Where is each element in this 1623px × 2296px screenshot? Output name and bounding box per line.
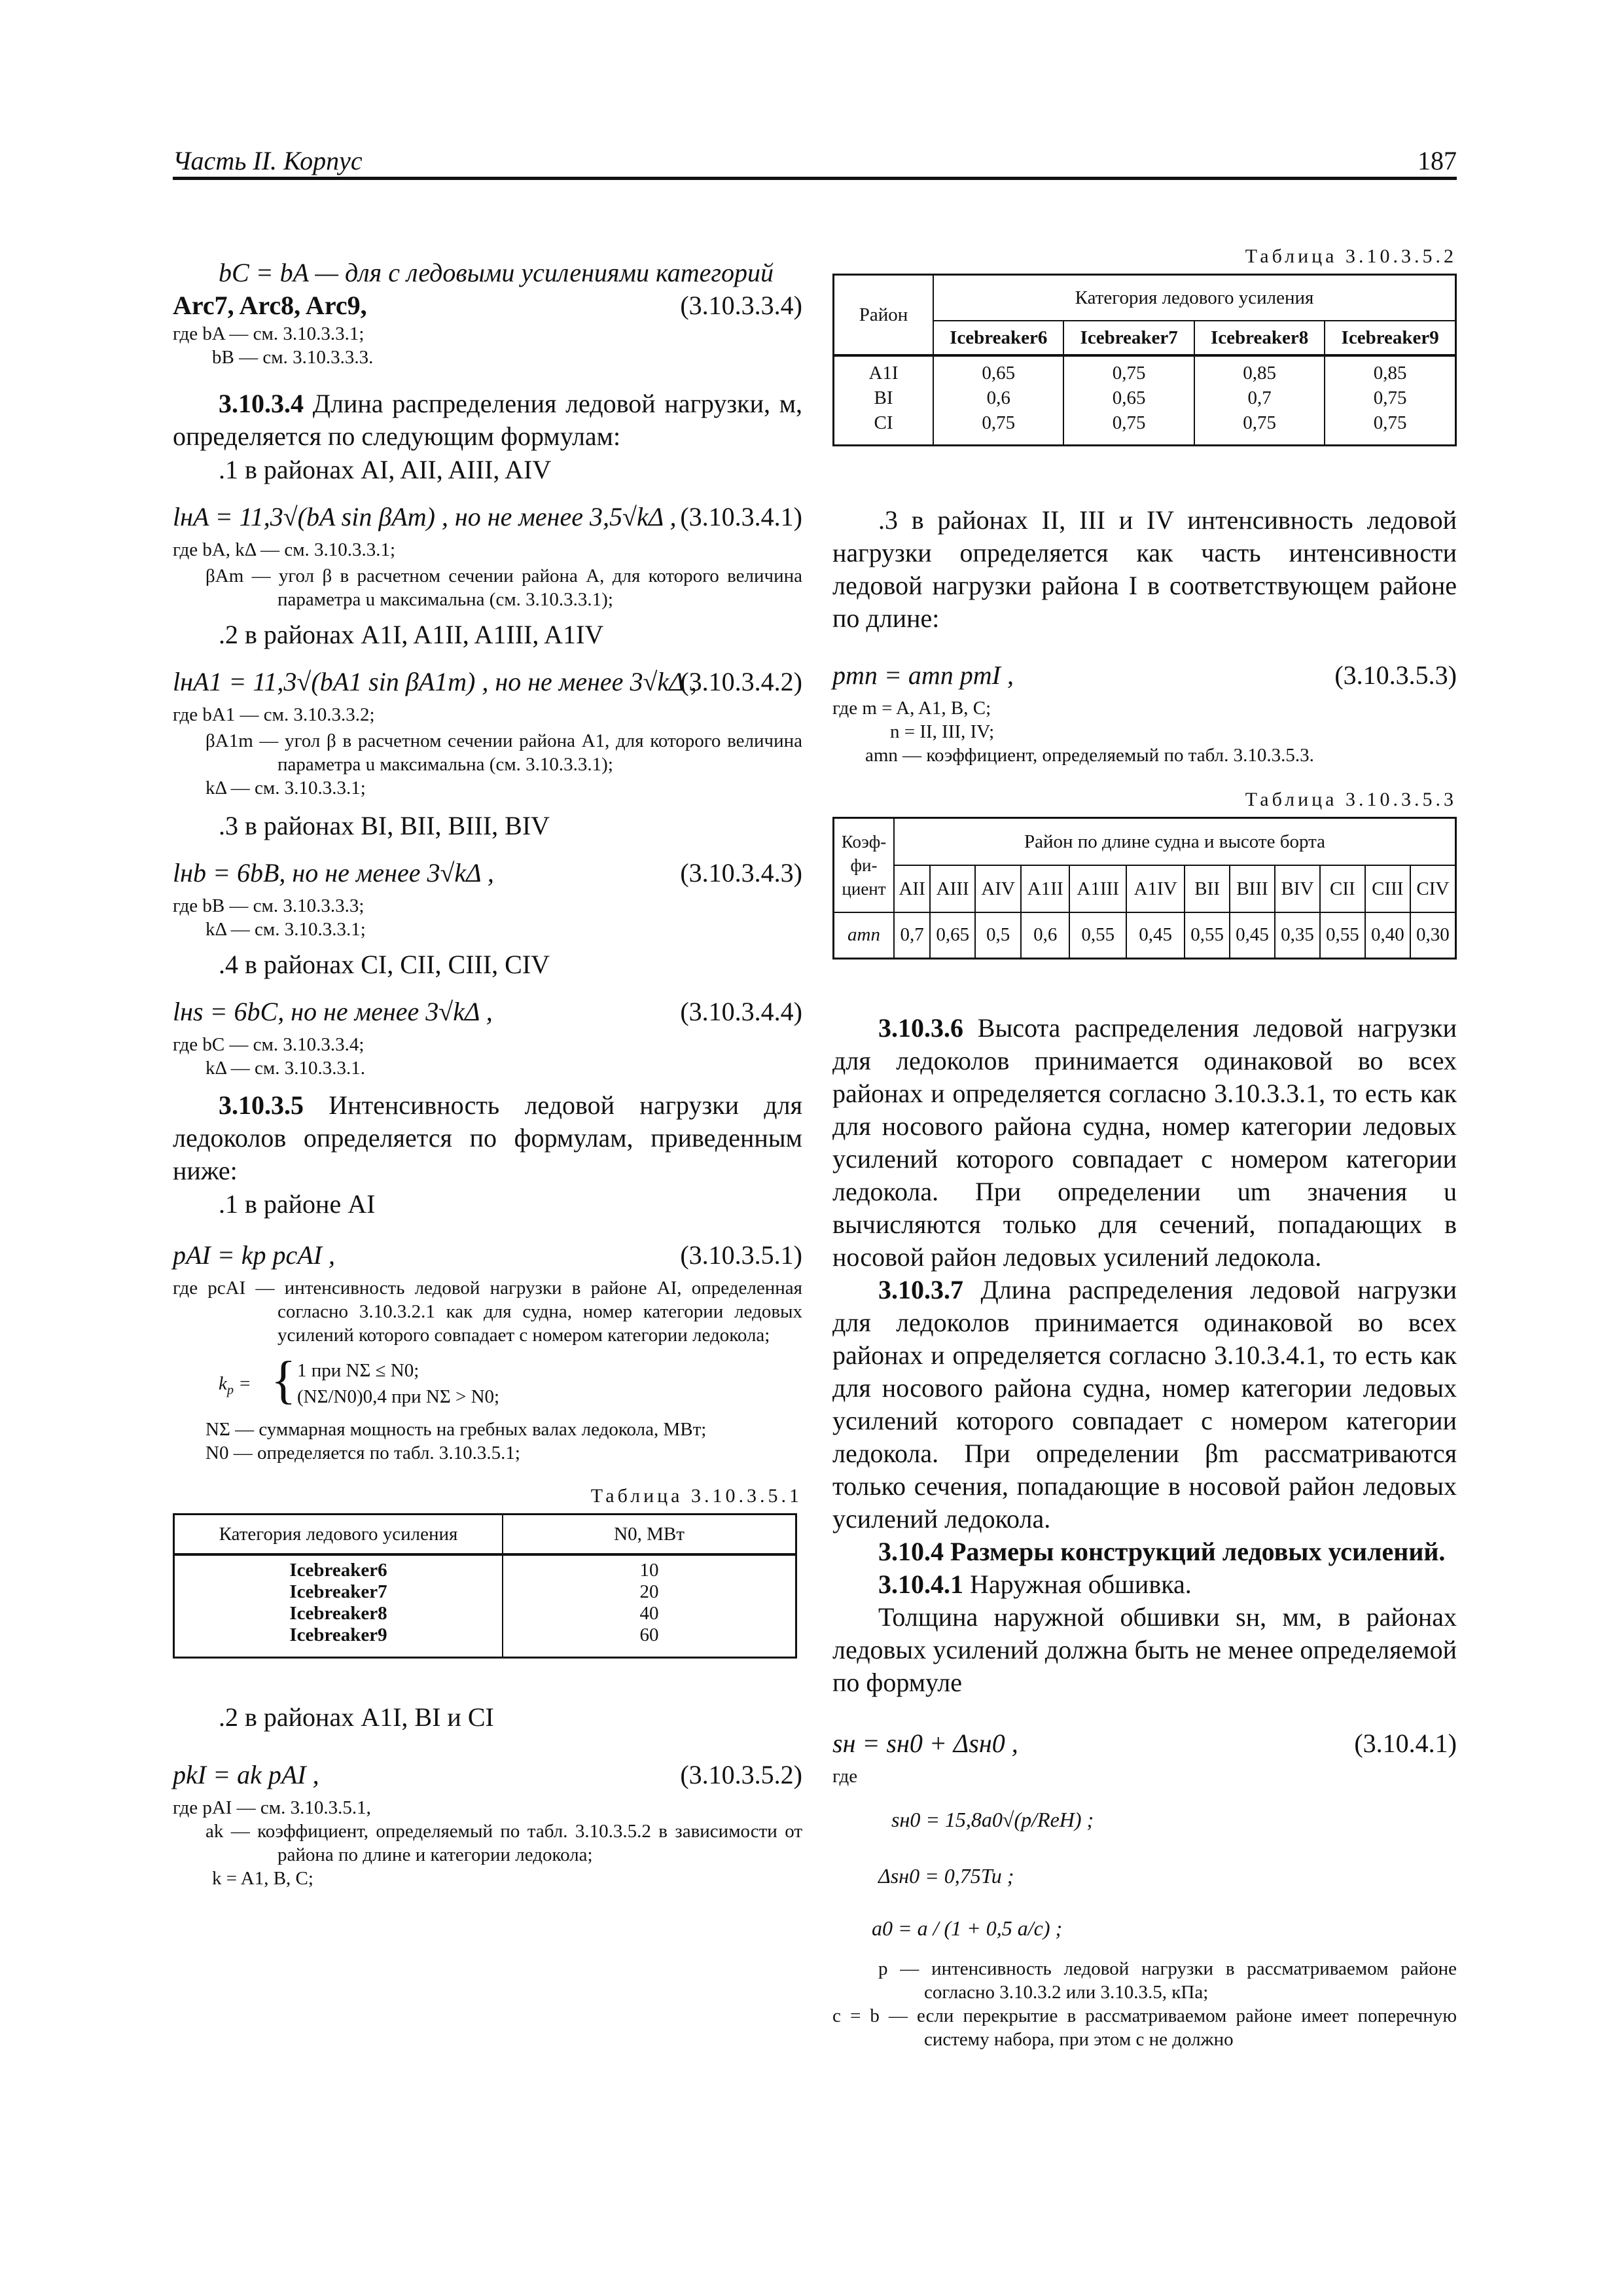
section-number: 3.10.3.4 [219, 389, 304, 418]
where-line: k = A1, B, C; [212, 1868, 313, 1889]
where-block [173, 538, 802, 611]
kp-label: $k_p$ = [219, 1373, 251, 1397]
section-number: 3.10.3.5 [219, 1090, 304, 1120]
eq-number: (3.10.3.5.2) [680, 1760, 802, 1789]
eq-3-10-3-3-4-text: bC = bA — для с ледовыми усилениями категорий [219, 258, 774, 287]
where-line: βA1m — угол β в расчетном сечении района A1, для которого величина параметра u максимальна (см. 3.10.3.3.1); [205, 730, 802, 775]
table-cell: 10 [503, 1554, 796, 1581]
table-cell: 60 [503, 1624, 796, 1658]
eq-number: (3.10.3.4.3) [680, 858, 802, 888]
eq-number: (3.10.3.5.1) [680, 1240, 802, 1270]
table-header-cell: Район по длине судна и высоте борта [894, 818, 1456, 866]
where-block [173, 1033, 802, 1080]
table-row [174, 1603, 796, 1624]
table-caption: Таблица 3.10.3.5.1 [590, 1485, 802, 1507]
table-cell: 0,65 [1063, 386, 1194, 410]
formula: lнb = 6bB, но не менее 3√kΔ , [173, 858, 494, 888]
section-3-10-4-1-text: Толщина наружной обшивки sн, мм, в районах ледовых усилений должна быть не менее определяемой по формуле [832, 1602, 1457, 1697]
table-cell: 20 [503, 1581, 796, 1603]
table-cell: Icebreaker7 [174, 1581, 503, 1603]
where-block [173, 1276, 802, 1465]
where-line: kΔ — см. 3.10.3.3.1; [205, 919, 366, 940]
table-caption: Таблица 3.10.3.5.3 [1245, 789, 1457, 810]
table-cell: 0,55 [1185, 912, 1230, 958]
eq-3-10-3-4-1 [173, 496, 802, 538]
table-cell: 0,55 [1320, 912, 1365, 958]
right-column [832, 243, 1457, 2051]
header-rule [173, 177, 1457, 180]
eq-3-10-3-5-1 [173, 1234, 802, 1276]
item-3: .3 в районах II, III и IV интенсивность ледовой нагрузки определяется как часть интенсивности ледовой нагрузки района I в соответствующем районе по длине: [832, 505, 1457, 633]
eq-number: (3.10.3.3.4) [680, 291, 802, 320]
section-3-10-3-7 [832, 1274, 1457, 1535]
formula-a0: a0 = a / (1 + 0,5 a/c) ; [872, 1916, 1063, 1940]
item-2: .2 в районах A1I, A1II, A1III, A1IV [219, 620, 604, 649]
table-header-cell: N0, МВт [503, 1515, 796, 1555]
where-line: где bC — см. 3.10.3.3.4; [173, 1034, 365, 1055]
table-cell: 0,75 [1194, 410, 1325, 446]
table-cell: A1I [834, 355, 934, 386]
where-line: n = II, III, IV; [890, 721, 995, 742]
formula-sn0: sн0 = 15,8a0√(p/ReH) ; [891, 1807, 1094, 1831]
table-cell: 0,75 [1325, 410, 1455, 446]
where-block [832, 1765, 1457, 2051]
table-row [834, 410, 1456, 446]
section-number: 3.10.3.7 [878, 1274, 963, 1304]
header-title: Часть II. Корпус [173, 146, 363, 175]
item-2: .2 в районах A1I, BI и CI [219, 1702, 494, 1732]
where-line: kΔ — см. 3.10.3.3.1. [205, 1058, 366, 1079]
where-line: где pcAI — интенсивность ледовой нагрузки в районе AI, определенная согласно 3.10.3.2.1 как для судна, номер категории ледовых усилений которого совпадает с номером категории ледокола; [173, 1278, 802, 1346]
where-line: NΣ — суммарная мощность на гребных валах ледокола, МВт; [205, 1419, 707, 1440]
eq-3-10-3-4-4 [173, 991, 802, 1033]
where-block [173, 703, 802, 800]
where-line: N0 — определяется по табл. 3.10.3.5.1; [205, 1443, 520, 1463]
formula: pkI = ak pAI , [173, 1760, 319, 1789]
formula: sн = sн0 + Δsн0 , [832, 1728, 1018, 1758]
section-text: Высота распределения ледовой нагрузки для ледоколов принимается одинаковой во всех районах и определяется согласно 3.10.3.3.1, то есть как для носового района судна, номер категории ледовых усилений которого совпадает с номером категории ледокола. При определении um значения u вычисляются только для сечений, попадающих в носовой район ледовых усилений ледокола. [832, 1013, 1457, 1272]
table-cell: 0,5 [975, 912, 1021, 958]
table-cell: BI [834, 386, 934, 410]
section-title: Наружная обшивка. [970, 1569, 1192, 1599]
formula: lнs = 6bC, но не менее 3√kΔ , [173, 997, 493, 1026]
table-header-cell: Icebreaker9 [1325, 321, 1455, 355]
item-1: .1 в районах AI, AII, AIII, AIV [219, 455, 552, 484]
table-header-cell: A1IV [1126, 865, 1185, 912]
table-cell: 0,85 [1325, 355, 1455, 386]
kp-piecewise [173, 1352, 802, 1414]
table-header-cell: A1III [1069, 865, 1126, 912]
item-1: .1 в районе AI [219, 1189, 376, 1219]
where-line: kΔ — см. 3.10.3.3.1; [205, 778, 366, 798]
table-header-cell: Район [834, 275, 934, 356]
table-row [174, 1554, 796, 1581]
table-cell: 0,75 [1325, 386, 1455, 410]
table-header-cell: BIII [1230, 865, 1275, 912]
section-text: Длина распределения ледовой нагрузки для ледоколов принимается одинаковой во всех районах и определяется согласно 3.10.3.4.1, то есть как для носового района судна, номер категории ледовых усилений которого совпадает с номером категории ледокола. При определении βm рассматриваются только сечения, попадающие в носовой район ледовых усилений ледокола. [832, 1274, 1457, 1534]
left-column [173, 257, 802, 1890]
table-header-cell: BII [1185, 865, 1230, 912]
table-cell: Icebreaker8 [174, 1603, 503, 1624]
table-3-10-3-5-3 [832, 817, 1457, 960]
eq-number: (3.10.4.1) [1354, 1728, 1457, 1758]
eq-number: (3.10.3.4.4) [680, 997, 802, 1026]
section-3-10-3-6 [832, 1012, 1457, 1274]
table-header-cell: CIV [1410, 865, 1456, 912]
table-cell: 0,65 [933, 355, 1063, 386]
where-line: amn — коэффициент, определяемый по табл. 3.10.3.5.3. [865, 745, 1314, 766]
table-header-row [174, 1515, 796, 1555]
table-header-row [834, 275, 1456, 321]
table-row [834, 912, 1456, 958]
where-line: βAm — угол β в расчетном сечении района А, для которого величина параметра u максимальна (см. 3.10.3.3.1); [205, 565, 802, 610]
section-3-10-3-4 [173, 387, 802, 453]
where-block [173, 322, 802, 369]
table-header-cell: CII [1320, 865, 1365, 912]
table-cell: 0,40 [1365, 912, 1410, 958]
table-cell: 0,85 [1194, 355, 1325, 386]
table-header-cell: AII [894, 865, 930, 912]
table-header-cell: AIV [975, 865, 1021, 912]
brace-symbol: { [271, 1352, 296, 1409]
table-cell: 0,55 [1069, 912, 1126, 958]
table-caption: Таблица 3.10.3.5.2 [1245, 245, 1457, 267]
table-cell: 0,65 [930, 912, 975, 958]
table-3-10-3-5-2 [832, 274, 1457, 446]
formula-delta-sn0: Δsн0 = 0,75Tu ; [878, 1863, 1014, 1888]
table-cell: 0,6 [933, 386, 1063, 410]
table-cell: 0,75 [1063, 355, 1194, 386]
table-header-cell: Icebreaker6 [933, 321, 1063, 355]
eq-3-10-4-1 [832, 1723, 1457, 1765]
table-3-10-3-5-1 [173, 1513, 797, 1659]
eq-number: (3.10.3.5.3) [1334, 660, 1457, 690]
where-line: где bA1 — см. 3.10.3.3.2; [173, 704, 375, 725]
eq-3-10-3-3-4 [173, 289, 802, 322]
where-line: где bA, kΔ — см. 3.10.3.3.1; [173, 539, 396, 560]
table-cell: Icebreaker6 [174, 1554, 503, 1581]
where-line: ak — коэффициент, определяемый по табл. 3.10.3.5.2 в зависимости от района по длине и категории ледокола; [205, 1821, 802, 1865]
item-4: .4 в районах CI, CII, CIII, CIV [219, 950, 550, 979]
where-block [173, 894, 802, 941]
table-header-cell: A1II [1021, 865, 1069, 912]
table-cell: 0,6 [1021, 912, 1069, 958]
table-cell: Icebreaker9 [174, 1624, 503, 1658]
table-cell: 0,45 [1126, 912, 1185, 958]
eq-3-10-3-4-2 [173, 661, 802, 703]
table-header-cell: AIII [930, 865, 975, 912]
section-number: 3.10.4.1 [878, 1569, 963, 1599]
where-line: где bB — см. 3.10.3.3.3; [173, 895, 365, 916]
table-cell: 0,75 [933, 410, 1063, 446]
table-header-cell: CIII [1365, 865, 1410, 912]
table-header-cell: Категория ледового усиления [174, 1515, 503, 1555]
table-cell: amn [834, 912, 895, 958]
where-line: p — интенсивность ледовой нагрузки в рассматриваемом районе согласно 3.10.3.2 или 3.10.3.5, кПа; [878, 1958, 1457, 2003]
table-cell: CI [834, 410, 934, 446]
where-line: где m = A, A1, B, C; [832, 698, 991, 719]
section-3-10-3-5 [173, 1089, 802, 1187]
eq-3-10-3-4-3 [173, 852, 802, 894]
formula: lнA1 = 11,3√(bA1 sin βA1m) , но не менее 3√kΔ , [173, 667, 697, 696]
table-row [834, 386, 1456, 410]
table-row [174, 1624, 796, 1658]
where-line: c = b — если перекрытие в рассматриваемом районе имеет поперечную систему набора, при этом c не должно [832, 2005, 1457, 2050]
section-text: Интенсивность ледовой нагрузки для ледоколов определяется по формулам, приведенным ниже: [173, 1090, 802, 1185]
table-header-cell: BIV [1275, 865, 1320, 912]
formula: pAI = kp pcAI , [173, 1240, 336, 1270]
where-line: где bA — см. 3.10.3.3.1; [173, 323, 365, 344]
table-header-cell: Категория ледового усиления [933, 275, 1456, 321]
kp-case-2: (NΣ/N0)0,4 при NΣ > N0; [297, 1386, 500, 1407]
table-header-row [834, 865, 1456, 912]
section-number: 3.10.3.6 [878, 1013, 963, 1043]
table-header-row [834, 818, 1456, 866]
table-cell: 0,45 [1230, 912, 1275, 958]
item-3: .3 в районах BI, BII, BIII, BIV [219, 811, 550, 840]
where-block [832, 696, 1457, 767]
eq-3-10-3-5-2 [173, 1754, 802, 1796]
page-number: 187 [1418, 146, 1457, 175]
table-header-cell: Icebreaker7 [1063, 321, 1194, 355]
table-header-cell: Коэф- фи- циент [834, 818, 895, 913]
table-cell: 0,7 [1194, 386, 1325, 410]
where-line: где pAI — см. 3.10.3.5.1, [173, 1797, 371, 1818]
formula: lнA = 11,3√(bA sin βAm) , но не менее 3,5√kΔ , [173, 502, 677, 531]
section-3-10-4-1 [832, 1568, 1457, 1601]
section-3-10-4-title: 3.10.4 Размеры конструкций ледовых усилений. [878, 1536, 1446, 1566]
table-cell: 0,30 [1410, 912, 1456, 958]
where-block [173, 1796, 802, 1890]
table-header-cell: Icebreaker8 [1194, 321, 1325, 355]
section-text: Длина распределения ледовой нагрузки, м, определяется по следующим формулам: [173, 389, 803, 451]
table-cell: 40 [503, 1603, 796, 1624]
where-line: bB — см. 3.10.3.3.3. [212, 347, 374, 368]
where-label: где [832, 1765, 858, 1787]
running-header [173, 143, 1457, 178]
eq-3-10-3-5-3 [832, 655, 1457, 696]
eq-categories: Arc7, Arc8, Arc9, [173, 291, 367, 320]
table-cell: 0,75 [1063, 410, 1194, 446]
table-cell: 0,35 [1275, 912, 1320, 958]
table-cell: 0,7 [894, 912, 930, 958]
formula: pmn = amn pmI , [832, 660, 1014, 690]
kp-case-1: 1 при NΣ ≤ N0; [297, 1360, 419, 1381]
table-row [174, 1581, 796, 1603]
table-row [834, 355, 1456, 386]
eq-number: (3.10.3.4.1) [680, 502, 802, 531]
eq-number: (3.10.3.4.2) [680, 667, 802, 696]
